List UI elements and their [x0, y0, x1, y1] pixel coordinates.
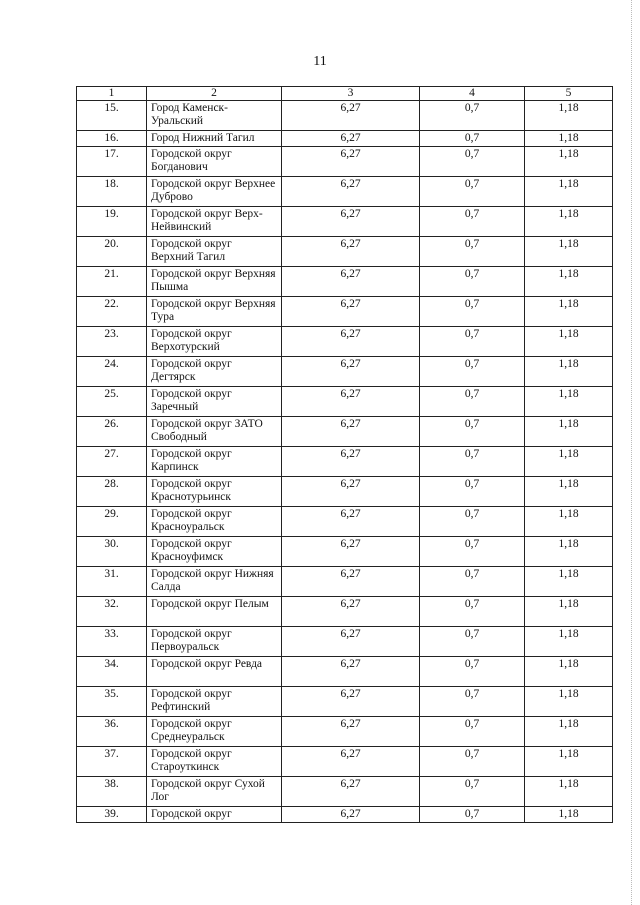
row-number: 38. [77, 777, 147, 807]
value-col-3: 6,27 [282, 807, 420, 823]
table-row [77, 177, 613, 207]
value-col-4: 0,7 [420, 717, 525, 747]
value-col-4: 0,7 [420, 567, 525, 597]
row-number: 28. [77, 477, 147, 507]
page-number: 11 [313, 54, 327, 69]
value-col-5: 1,18 [525, 101, 613, 131]
row-number: 30. [77, 537, 147, 567]
value-col-3: 6,27 [282, 657, 420, 687]
value-col-4: 0,7 [420, 447, 525, 477]
table-row [77, 357, 613, 387]
table-body [77, 101, 613, 823]
value-col-5: 1,18 [525, 147, 613, 177]
header-col-3: 3 [282, 87, 420, 101]
table-row [77, 131, 613, 147]
table-header [77, 87, 613, 101]
value-col-3: 6,27 [282, 627, 420, 657]
row-number: 31. [77, 567, 147, 597]
table-row [77, 387, 613, 417]
row-number: 27. [77, 447, 147, 477]
municipality-name: Городской округ Верх-Нейвинский [147, 207, 282, 237]
value-col-4: 0,7 [420, 627, 525, 657]
value-col-3: 6,27 [282, 747, 420, 777]
value-col-3: 6,27 [282, 327, 420, 357]
header-col-1: 1 [77, 87, 147, 101]
table-row [77, 627, 613, 657]
value-col-4: 0,7 [420, 101, 525, 131]
value-col-3: 6,27 [282, 687, 420, 717]
value-col-5: 1,18 [525, 777, 613, 807]
table-row [77, 777, 613, 807]
value-col-5: 1,18 [525, 537, 613, 567]
value-col-4: 0,7 [420, 747, 525, 777]
row-number: 15. [77, 101, 147, 131]
municipality-name: Городской округ Богданович [147, 147, 282, 177]
value-col-5: 1,18 [525, 807, 613, 823]
row-number: 34. [77, 657, 147, 687]
value-col-3: 6,27 [282, 447, 420, 477]
value-col-5: 1,18 [525, 717, 613, 747]
row-number: 20. [77, 237, 147, 267]
value-col-5: 1,18 [525, 567, 613, 597]
value-col-3: 6,27 [282, 537, 420, 567]
municipality-name: Городской округ Красноуральск [147, 507, 282, 537]
value-col-5: 1,18 [525, 357, 613, 387]
value-col-5: 1,18 [525, 177, 613, 207]
table-row [77, 447, 613, 477]
value-col-3: 6,27 [282, 297, 420, 327]
value-col-4: 0,7 [420, 131, 525, 147]
table-row [77, 507, 613, 537]
value-col-3: 6,27 [282, 477, 420, 507]
value-col-3: 6,27 [282, 147, 420, 177]
header-col-5: 5 [525, 87, 613, 101]
municipality-name: Городской округ Дегтярск [147, 357, 282, 387]
row-number: 17. [77, 147, 147, 177]
municipality-name: Городской округ Красноуфимск [147, 537, 282, 567]
table-row [77, 477, 613, 507]
row-number: 22. [77, 297, 147, 327]
header-col-2: 2 [147, 87, 282, 101]
value-col-4: 0,7 [420, 207, 525, 237]
value-col-3: 6,27 [282, 717, 420, 747]
value-col-3: 6,27 [282, 101, 420, 131]
row-number: 39. [77, 807, 147, 823]
scan-edge-line [630, 0, 632, 905]
value-col-5: 1,18 [525, 131, 613, 147]
table-row [77, 717, 613, 747]
value-col-3: 6,27 [282, 387, 420, 417]
table-row [77, 267, 613, 297]
header-col-4: 4 [420, 87, 525, 101]
value-col-5: 1,18 [525, 207, 613, 237]
value-col-3: 6,27 [282, 357, 420, 387]
row-number: 19. [77, 207, 147, 237]
value-col-4: 0,7 [420, 507, 525, 537]
value-col-3: 6,27 [282, 207, 420, 237]
municipality-name: Городской округ Верхняя Тура [147, 297, 282, 327]
value-col-4: 0,7 [420, 477, 525, 507]
value-col-5: 1,18 [525, 237, 613, 267]
table-row [77, 207, 613, 237]
municipality-name: Город Нижний Тагил [147, 131, 282, 147]
municipality-name: Городской округ Пелым [147, 597, 282, 627]
row-number: 36. [77, 717, 147, 747]
municipality-name: Городской округ [147, 807, 282, 823]
value-col-4: 0,7 [420, 597, 525, 627]
table-row [77, 807, 613, 823]
value-col-5: 1,18 [525, 477, 613, 507]
row-number: 37. [77, 747, 147, 777]
table-row [77, 417, 613, 447]
value-col-5: 1,18 [525, 297, 613, 327]
row-number: 26. [77, 417, 147, 447]
row-number: 29. [77, 507, 147, 537]
municipality-name: Городской округ Среднеуральск [147, 717, 282, 747]
value-col-4: 0,7 [420, 357, 525, 387]
municipality-name: Городской округ Верхняя Пышма [147, 267, 282, 297]
municipality-name: Городской округ Верхотурский [147, 327, 282, 357]
municipality-name: Городской округ Ревда [147, 657, 282, 687]
value-col-4: 0,7 [420, 387, 525, 417]
table-row [77, 567, 613, 597]
value-col-5: 1,18 [525, 597, 613, 627]
table-row [77, 327, 613, 357]
table-row [77, 657, 613, 687]
table-row [77, 747, 613, 777]
value-col-5: 1,18 [525, 327, 613, 357]
value-col-3: 6,27 [282, 597, 420, 627]
value-col-4: 0,7 [420, 777, 525, 807]
municipality-name: Городской округ ЗАТО Свободный [147, 417, 282, 447]
municipality-name: Городской округ Первоуральск [147, 627, 282, 657]
row-number: 21. [77, 267, 147, 297]
value-col-4: 0,7 [420, 807, 525, 823]
municipality-name: Город Каменск-Уральский [147, 101, 282, 131]
value-col-3: 6,27 [282, 177, 420, 207]
table-row [77, 297, 613, 327]
municipality-name: Городской округ Краснотурьинск [147, 477, 282, 507]
value-col-4: 0,7 [420, 177, 525, 207]
row-number: 23. [77, 327, 147, 357]
value-col-4: 0,7 [420, 657, 525, 687]
value-col-5: 1,18 [525, 387, 613, 417]
row-number: 35. [77, 687, 147, 717]
table-row [77, 687, 613, 717]
value-col-5: 1,18 [525, 687, 613, 717]
value-col-3: 6,27 [282, 777, 420, 807]
table-row [77, 237, 613, 267]
row-number: 18. [77, 177, 147, 207]
value-col-4: 0,7 [420, 687, 525, 717]
value-col-4: 0,7 [420, 537, 525, 567]
municipality-name: Городской округ Староуткинск [147, 747, 282, 777]
value-col-3: 6,27 [282, 237, 420, 267]
value-col-4: 0,7 [420, 297, 525, 327]
value-col-3: 6,27 [282, 417, 420, 447]
municipality-name: Городской округ Нижняя Салда [147, 567, 282, 597]
row-number: 32. [77, 597, 147, 627]
value-col-5: 1,18 [525, 267, 613, 297]
value-col-5: 1,18 [525, 627, 613, 657]
value-col-4: 0,7 [420, 267, 525, 297]
table-row [77, 147, 613, 177]
value-col-3: 6,27 [282, 131, 420, 147]
municipality-name: Городской округ Сухой Лог [147, 777, 282, 807]
municipality-name: Городской округ Верхний Тагил [147, 237, 282, 267]
table-row [77, 537, 613, 567]
value-col-5: 1,18 [525, 747, 613, 777]
row-number: 16. [77, 131, 147, 147]
value-col-3: 6,27 [282, 267, 420, 297]
value-col-5: 1,18 [525, 507, 613, 537]
municipality-name: Городской округ Заречный [147, 387, 282, 417]
value-col-5: 1,18 [525, 657, 613, 687]
row-number: 24. [77, 357, 147, 387]
value-col-5: 1,18 [525, 417, 613, 447]
value-col-4: 0,7 [420, 237, 525, 267]
municipality-name: Городской округ Верхнее Дуброво [147, 177, 282, 207]
value-col-4: 0,7 [420, 417, 525, 447]
value-col-4: 0,7 [420, 147, 525, 177]
value-col-3: 6,27 [282, 567, 420, 597]
value-col-5: 1,18 [525, 447, 613, 477]
value-col-3: 6,27 [282, 507, 420, 537]
municipality-name: Городской округ Рефтинский [147, 687, 282, 717]
municipality-name: Городской округ Карпинск [147, 447, 282, 477]
header-row [77, 87, 613, 101]
row-number: 25. [77, 387, 147, 417]
row-number: 33. [77, 627, 147, 657]
table-row [77, 597, 613, 627]
rates-table [76, 86, 613, 823]
value-col-4: 0,7 [420, 327, 525, 357]
table-row [77, 101, 613, 131]
